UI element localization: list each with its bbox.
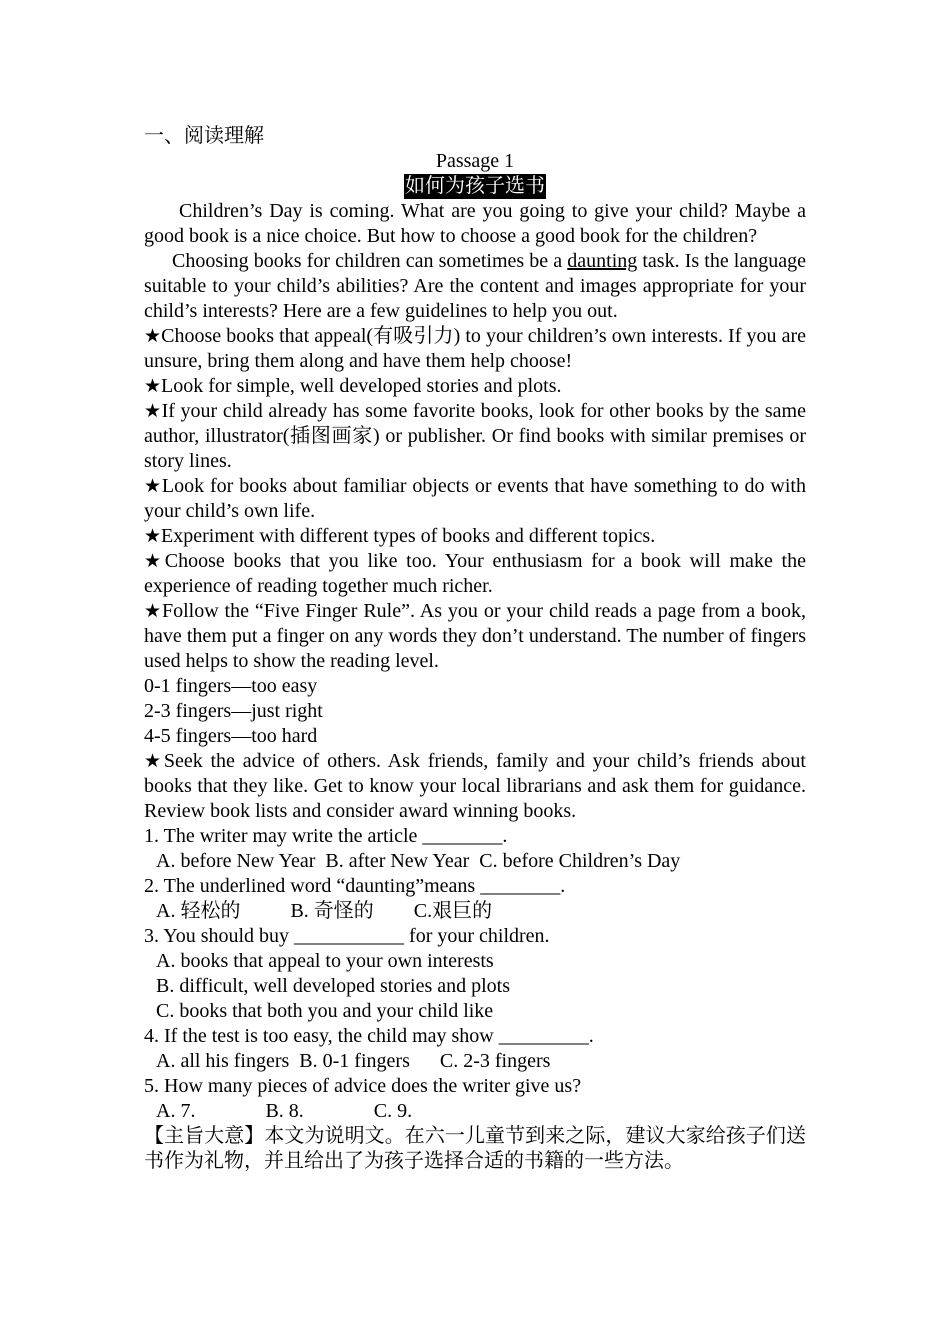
tip-text: Look for simple, well developed stories and plots. — [161, 375, 562, 397]
finger-rule: 2-3 fingers—just right — [144, 700, 323, 722]
tip-item — [144, 324, 806, 374]
tip-item — [144, 599, 806, 674]
paragraph-2-before: Choosing books for children can sometimes be a — [172, 250, 568, 272]
question-option: B. difficult, well developed stories and plots — [156, 975, 511, 997]
star-icon: ★ — [144, 475, 162, 497]
finger-rule: 0-1 fingers—too easy — [144, 675, 318, 697]
tip-item — [144, 399, 806, 474]
passage-title: Passage 1 — [435, 150, 515, 172]
paragraph-1: Children’s Day is coming. What are you going to give your child? Maybe a good book is a nice choice. But how to choose a good book for the children? — [144, 200, 806, 247]
star-icon: ★ — [144, 375, 162, 397]
passage-subtitle-wrap — [144, 174, 806, 199]
tip-item — [144, 549, 806, 599]
tip-text: Look for books about familiar objects or events that have something to do with your child’s own life. — [144, 475, 806, 522]
tip-item — [144, 524, 806, 549]
question-options: A. 7. B. 8. C. 9. — [156, 1100, 413, 1122]
star-icon: ★ — [144, 525, 162, 547]
question-stem: 3. You should buy ___________ for your children. — [144, 925, 550, 947]
tip-text: Follow the “Five Finger Rule”. As you or your child reads a page from a book, have them put a finger on any words they don’t understand. The number of fingers used helps to show the reading level. — [144, 600, 806, 672]
star-icon: ★ — [144, 600, 162, 622]
tip-item — [144, 374, 806, 399]
question-options: A. 轻松的 B. 奇怪的 C.艰巨的 — [156, 900, 493, 922]
tip-text: If your child already has some favorite books, look for other books by the same author, illustrator(插图画家) or publisher. Or find books with similar premises or story lines. — [144, 400, 806, 472]
question-stem: 4. If the test is too easy, the child may show _________. — [144, 1025, 594, 1047]
tip-item — [144, 474, 806, 524]
question-option: A. books that appeal to your own interests — [156, 950, 494, 972]
document-page — [144, 124, 806, 1174]
question-stem: 5. How many pieces of advice does the writer give us? — [144, 1075, 582, 1097]
question-options: A. all his fingers B. 0-1 fingers C. 2-3 fingers — [156, 1050, 551, 1072]
tip-text: Choose books that you like too. Your enthusiasm for a book will make the experience of reading together much richer. — [144, 550, 806, 597]
passage-subtitle: 如何为孩子选书 — [405, 175, 545, 197]
tip-text: Seek the advice of others. Ask friends, family and your child’s friends about books that they like. Get to know your local librarians and ask them for guidance. Review book lists and consider award winning books. — [144, 750, 806, 822]
star-icon: ★ — [144, 400, 162, 422]
tip-text: Choose books that appeal(有吸引力) to your children’s own interests. If you are unsure, bring them along and have them help choose! — [144, 325, 806, 372]
star-icon: ★ — [144, 550, 165, 572]
summary: 【主旨大意】本文为说明文。在六一儿童节到来之际，建议大家给孩子们送书作为礼物，并且给出了为孩子选择合适的书籍的一些方法。 — [144, 1125, 806, 1172]
paragraph-2 — [144, 249, 806, 324]
tip-text: Experiment with different types of books and different topics. — [161, 525, 656, 547]
star-icon: ★ — [144, 325, 162, 347]
tip-item — [144, 749, 806, 824]
finger-rule: 4-5 fingers—too hard — [144, 725, 318, 747]
question-stem: 1. The writer may write the article ________. — [144, 825, 508, 847]
underlined-word: daunting — [567, 250, 638, 272]
question-options: A. before New Year B. after New Year C. before Children’s Day — [156, 850, 681, 872]
star-icon: ★ — [144, 750, 164, 772]
paragraph-2-after: task. Is the language suitable to your child’s abilities? Are the content and images appropriate for your child’s interests? Here are a few guidelines to help you out. — [144, 250, 806, 322]
section-heading: 一、阅读理解 — [144, 125, 264, 147]
question-option: C. books that both you and your child like — [156, 1000, 494, 1022]
question-stem: 2. The underlined word “daunting”means ________. — [144, 875, 566, 897]
